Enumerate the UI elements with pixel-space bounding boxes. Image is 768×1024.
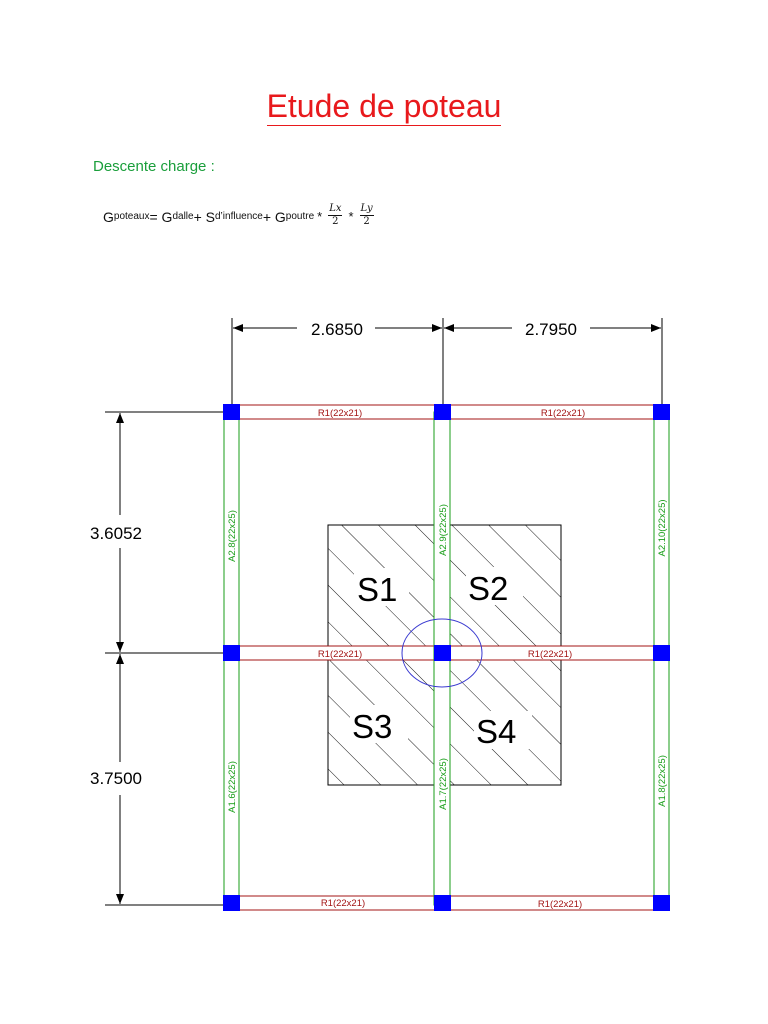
beam-label-r-bot-right: R1(22x21) <box>537 899 583 910</box>
left-dimensions <box>105 412 230 905</box>
beam-label-a-mid-top: A2.9(22x25) <box>438 504 449 556</box>
section-subtitle: Descente charge : <box>93 158 215 175</box>
beam-label-a-right-bot: A1.8(22x25) <box>657 755 668 807</box>
slab-s2: S2 <box>468 570 509 607</box>
dim-top-left: 2.6850 <box>311 320 363 339</box>
beam-label-r-mid-left: R1(22x21) <box>317 649 363 660</box>
fraction-lx: $\frac{Lx}{2}$ <box>329 203 342 227</box>
dim-left-bottom: 3.7500 <box>90 769 142 788</box>
dim-left-top: 3.6052 <box>90 524 142 543</box>
beam-label-r-bot-left: R1(22x21) <box>320 898 366 909</box>
slab-s3: S3 <box>352 708 393 745</box>
load-formula: G poteaux = G dalle + S d’influence + G poutre * $\frac{Lx}{2}$ * $\frac{Ly}{2}$ <box>103 203 373 227</box>
beam-label-a-left-top: A2.8(22x25) <box>227 510 238 562</box>
beam-label-a-mid-bot: A1.7(22x25) <box>438 758 449 810</box>
dim-top-right: 2.7950 <box>525 320 577 339</box>
fraction-ly: $\frac{Ly}{2}$ <box>360 203 373 227</box>
beam-label-r-mid-right: R1(22x21) <box>527 649 573 660</box>
slab-s1: S1 <box>357 571 398 608</box>
beam-label-a-left-bot: A1.6(22x25) <box>227 761 238 813</box>
top-dimensions <box>232 318 662 408</box>
beam-label-r-top-left: R1(22x21) <box>317 408 363 419</box>
slab-s4: S4 <box>476 713 517 750</box>
page-title: Etude de poteau <box>266 88 502 124</box>
beam-label-r-top-right: R1(22x21) <box>540 408 586 419</box>
beam-label-a-right-top: A2.10(22x25) <box>657 499 668 557</box>
